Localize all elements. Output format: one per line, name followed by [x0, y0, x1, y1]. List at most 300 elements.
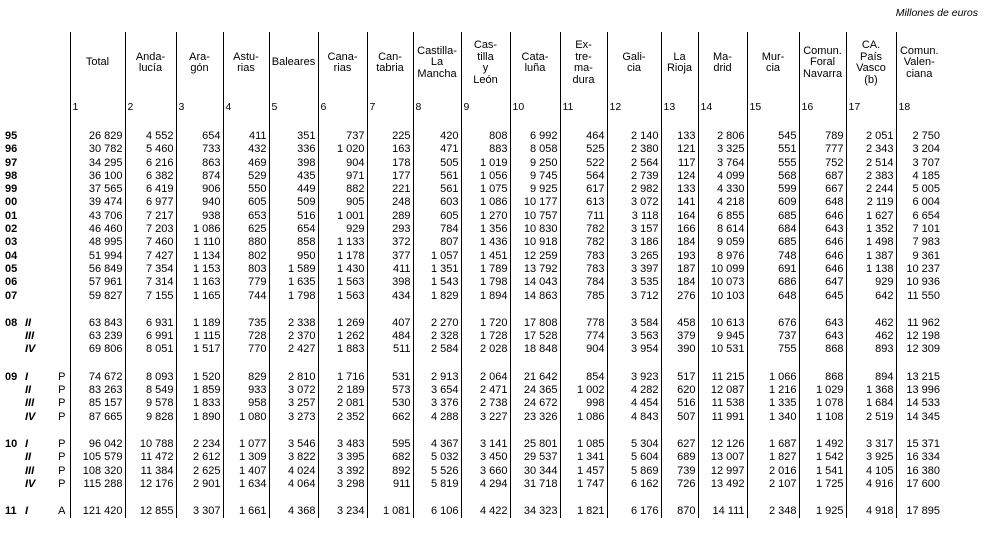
row-year: 01 — [5, 209, 18, 222]
table-row — [4, 223, 942, 236]
table-cell: 516 — [661, 397, 698, 410]
row-flag: P — [58, 384, 66, 397]
table-cell: 737 — [747, 330, 799, 343]
table-cell: 1 517 — [176, 343, 223, 356]
table-cell: 9 059 — [698, 236, 747, 249]
table-cell: 868 — [799, 371, 846, 384]
row-year: 06 — [5, 276, 18, 289]
table-row — [4, 397, 942, 410]
table-cell: 2 370 — [269, 330, 318, 343]
table-cell: 1 270 — [461, 210, 510, 223]
table-cell: 5 604 — [607, 451, 661, 464]
table-row — [4, 183, 942, 196]
table-cell: 4 105 — [846, 465, 896, 478]
table-cell: 1 019 — [461, 157, 510, 170]
table-cell: 1 178 — [318, 250, 367, 263]
row-flag — [54, 343, 70, 356]
column-number: 11 — [560, 94, 607, 114]
table-cell: 911 — [367, 478, 413, 491]
table-cell: 6 004 — [896, 196, 942, 209]
table-cell: 74 672 — [70, 371, 125, 384]
column-number: 10 — [510, 94, 560, 114]
table-cell: 379 — [661, 330, 698, 343]
row-flag: P — [58, 370, 66, 383]
table-cell: 726 — [661, 478, 698, 491]
row-flag — [54, 250, 70, 263]
row-flag: P — [58, 437, 66, 450]
table-cell: 1 216 — [747, 384, 799, 397]
row-label — [4, 505, 54, 518]
table-cell: 2 612 — [176, 451, 223, 464]
column-number: 14 — [698, 94, 747, 114]
table-cell: 63 843 — [70, 317, 125, 330]
column-header: CA. País Vasco (b) — [846, 32, 896, 94]
table-cell: 3 072 — [269, 384, 318, 397]
table-cell: 3 325 — [698, 143, 747, 156]
table-cell: 1 110 — [176, 236, 223, 249]
table-cell: 34 295 — [70, 157, 125, 170]
table-cell: 9 745 — [510, 170, 560, 183]
column-number: 16 — [799, 94, 846, 114]
table-cell: 108 320 — [70, 465, 125, 478]
table-cell: 15 371 — [896, 438, 942, 451]
table-cell: 551 — [747, 143, 799, 156]
column-header: Comun. Valen- ciana — [896, 32, 942, 94]
table-cell: 57 961 — [70, 276, 125, 289]
table-cell: 43 706 — [70, 210, 125, 223]
table-cell: 2 564 — [607, 157, 661, 170]
table-cell: 3 397 — [607, 263, 661, 276]
row-label — [4, 143, 54, 156]
table-row — [4, 263, 942, 276]
table-cell: 880 — [223, 236, 269, 249]
table-row — [4, 196, 942, 209]
column-number: 12 — [607, 94, 661, 114]
table-cell: 684 — [747, 223, 799, 236]
table-cell: 6 991 — [125, 330, 176, 343]
column-number: 13 — [661, 94, 698, 114]
table-cell: 2 338 — [269, 317, 318, 330]
row-year: 09 — [5, 370, 18, 383]
row-flag — [54, 130, 70, 143]
table-cell: 133 — [661, 130, 698, 143]
row-year: 02 — [5, 223, 18, 236]
table-cell: 893 — [846, 343, 896, 356]
table-cell: 711 — [560, 210, 607, 223]
row-quarter: IV — [25, 477, 36, 490]
column-header: Ara- gón — [176, 32, 223, 94]
table-cell: 1 451 — [461, 250, 510, 263]
row-year: 03 — [5, 236, 18, 249]
table-row — [4, 451, 942, 464]
row-year: 97 — [5, 156, 18, 169]
table-cell: 1 498 — [846, 236, 896, 249]
table-cell: 13 492 — [698, 478, 747, 491]
table-cell: 434 — [367, 290, 413, 303]
table-row — [4, 371, 942, 384]
table-cell: 4 916 — [846, 478, 896, 491]
table-cell: 458 — [661, 317, 698, 330]
table-cell: 4 185 — [896, 170, 942, 183]
table-cell: 133 — [661, 183, 698, 196]
table-cell: 687 — [799, 170, 846, 183]
table-cell: 1 002 — [560, 384, 607, 397]
table-cell: 3 298 — [318, 478, 367, 491]
table-cell: 3 546 — [269, 438, 318, 451]
row-label — [4, 236, 54, 249]
table-cell: 26 829 — [70, 130, 125, 143]
table-cell: 1 077 — [223, 438, 269, 451]
table-cell: 654 — [176, 130, 223, 143]
table-row — [4, 478, 942, 491]
table-cell: 14 863 — [510, 290, 560, 303]
table-cell: 7 101 — [896, 223, 942, 236]
table-cell: 5 526 — [413, 465, 461, 478]
data-table — [4, 32, 942, 518]
table-cell: 1 086 — [461, 196, 510, 209]
row-label — [4, 157, 54, 170]
table-cell: 10 757 — [510, 210, 560, 223]
table-cell: 599 — [747, 183, 799, 196]
table-row — [4, 276, 942, 289]
table-cell: 3 660 — [461, 465, 510, 478]
table-cell: 933 — [223, 384, 269, 397]
table-cell: 4 367 — [413, 438, 461, 451]
table-cell: 5 005 — [896, 183, 942, 196]
row-quarter: II — [25, 451, 32, 464]
table-cell: 5 460 — [125, 143, 176, 156]
table-cell: 892 — [367, 465, 413, 478]
table-cell: 2 352 — [318, 411, 367, 424]
table-cell: 2 584 — [413, 343, 461, 356]
table-cell: 9 828 — [125, 411, 176, 424]
table-cell: 685 — [747, 210, 799, 223]
table-cell: 1 138 — [846, 263, 896, 276]
table-cell: 648 — [747, 290, 799, 303]
table-cell: 8 614 — [698, 223, 747, 236]
table-cell: 1 821 — [560, 505, 607, 518]
table-cell: 372 — [367, 236, 413, 249]
table-cell: 3 954 — [607, 343, 661, 356]
table-cell: 10 237 — [896, 263, 942, 276]
table-cell: 529 — [223, 170, 269, 183]
table-cell: 605 — [413, 210, 461, 223]
table-cell: 530 — [367, 397, 413, 410]
table-cell: 744 — [223, 290, 269, 303]
table-cell: 737 — [318, 130, 367, 143]
table-cell: 2 234 — [176, 438, 223, 451]
table-row — [4, 330, 942, 343]
table-cell: 2 244 — [846, 183, 896, 196]
row-label — [4, 384, 54, 397]
table-cell: 1 269 — [318, 317, 367, 330]
table-cell: 115 288 — [70, 478, 125, 491]
table-cell: 10 918 — [510, 236, 560, 249]
table-cell: 3 563 — [607, 330, 661, 343]
row-label — [4, 250, 54, 263]
table-cell: 59 827 — [70, 290, 125, 303]
table-cell: 782 — [560, 236, 607, 249]
table-cell: 595 — [367, 438, 413, 451]
table-cell: 3 317 — [846, 438, 896, 451]
table-cell: 1 163 — [176, 276, 223, 289]
column-header: Cana- rias — [318, 32, 367, 94]
table-cell: 3 273 — [269, 411, 318, 424]
table-cell: 654 — [269, 223, 318, 236]
table-cell: 1 081 — [367, 505, 413, 518]
table-cell: 4 024 — [269, 465, 318, 478]
column-header: Cata- luña — [510, 32, 560, 94]
table-cell: 2 810 — [269, 371, 318, 384]
table-row — [4, 343, 942, 356]
table-cell: 627 — [661, 438, 698, 451]
table-cell: 646 — [799, 250, 846, 263]
table-row — [4, 317, 942, 330]
row-quarter: I — [25, 370, 29, 383]
table-cell: 2 051 — [846, 130, 896, 143]
table-cell: 469 — [223, 157, 269, 170]
table-cell: 3 707 — [896, 157, 942, 170]
table-cell: 646 — [799, 210, 846, 223]
table-cell: 609 — [747, 196, 799, 209]
table-cell: 516 — [269, 210, 318, 223]
table-cell: 24 365 — [510, 384, 560, 397]
table-cell: 940 — [176, 196, 223, 209]
table-cell: 509 — [269, 196, 318, 209]
table-cell: 617 — [560, 183, 607, 196]
table-cell: 1 108 — [799, 411, 846, 424]
table-cell: 6 654 — [896, 210, 942, 223]
table-cell: 568 — [747, 170, 799, 183]
table-cell: 407 — [367, 317, 413, 330]
table-cell: 10 936 — [896, 276, 942, 289]
table-cell: 2 738 — [461, 397, 510, 410]
table-row — [4, 438, 942, 451]
table-cell: 25 801 — [510, 438, 560, 451]
table-cell: 3 764 — [698, 157, 747, 170]
table-cell: 938 — [176, 210, 223, 223]
table-cell: 177 — [367, 170, 413, 183]
table-cell: 3 395 — [318, 451, 367, 464]
table-cell: 2 028 — [461, 343, 510, 356]
table-cell: 1 368 — [846, 384, 896, 397]
table-cell: 1 436 — [461, 236, 510, 249]
row-label — [4, 451, 54, 464]
table-cell: 739 — [661, 465, 698, 478]
table-cell: 2 140 — [607, 130, 661, 143]
table-cell: 449 — [269, 183, 318, 196]
header-row — [4, 32, 942, 94]
table-cell: 531 — [367, 371, 413, 384]
table-cell: 8 976 — [698, 250, 747, 263]
table-cell: 11 384 — [125, 465, 176, 478]
table-cell: 13 792 — [510, 263, 560, 276]
table-row — [4, 411, 942, 424]
table-cell: 9 925 — [510, 183, 560, 196]
column-header: Astu- rias — [223, 32, 269, 94]
table-cell: 647 — [799, 276, 846, 289]
table-cell: 3 450 — [461, 451, 510, 464]
table-cell: 432 — [223, 143, 269, 156]
column-number: 4 — [223, 94, 269, 114]
table-cell: 30 782 — [70, 143, 125, 156]
table-cell: 5 032 — [413, 451, 461, 464]
table-cell: 10 613 — [698, 317, 747, 330]
table-cell: 351 — [269, 130, 318, 143]
table-cell: 4 099 — [698, 170, 747, 183]
table-cell: 377 — [367, 250, 413, 263]
table-cell: 471 — [413, 143, 461, 156]
table-cell: 4 454 — [607, 397, 661, 410]
table-cell: 1 351 — [413, 263, 461, 276]
row-label — [4, 130, 54, 143]
table-cell: 5 304 — [607, 438, 661, 451]
table-cell: 6 931 — [125, 317, 176, 330]
table-cell: 906 — [176, 183, 223, 196]
table-cell: 1 492 — [799, 438, 846, 451]
table-cell: 3 157 — [607, 223, 661, 236]
column-number-row — [4, 94, 942, 114]
table-cell: 3 141 — [461, 438, 510, 451]
column-number: 17 — [846, 94, 896, 114]
table-cell: 783 — [560, 263, 607, 276]
table-cell: 12 997 — [698, 465, 747, 478]
table-cell: 1 541 — [799, 465, 846, 478]
table-cell: 779 — [223, 276, 269, 289]
table-cell: 1 543 — [413, 276, 461, 289]
row-year: 04 — [5, 249, 18, 262]
table-cell: 398 — [269, 157, 318, 170]
table-cell: 1 728 — [461, 330, 510, 343]
table-cell: 777 — [799, 143, 846, 156]
table-cell: 13 215 — [896, 371, 942, 384]
table-cell: 3 186 — [607, 236, 661, 249]
table-cell: 411 — [223, 130, 269, 143]
table-cell: 141 — [661, 196, 698, 209]
table-cell: 868 — [799, 343, 846, 356]
row-quarter: III — [25, 330, 35, 343]
table-cell: 883 — [461, 143, 510, 156]
row-flag — [54, 263, 70, 276]
table-cell: 625 — [223, 223, 269, 236]
row-quarter: II — [25, 316, 32, 329]
table-cell: 950 — [269, 250, 318, 263]
table-cell: 728 — [223, 330, 269, 343]
row-quarter: IV — [25, 343, 36, 356]
table-cell: 1 716 — [318, 371, 367, 384]
table-cell: 163 — [367, 143, 413, 156]
column-number: 8 — [413, 94, 461, 114]
table-cell: 1 829 — [413, 290, 461, 303]
table-cell: 7 354 — [125, 263, 176, 276]
row-flag — [54, 143, 70, 156]
column-number: 2 — [125, 94, 176, 114]
table-cell: 522 — [560, 157, 607, 170]
table-cell: 121 420 — [70, 505, 125, 518]
row-year: 07 — [5, 289, 18, 302]
table-cell: 39 474 — [70, 196, 125, 209]
table-cell: 12 259 — [510, 250, 560, 263]
table-cell: 1 356 — [461, 223, 510, 236]
row-label — [4, 438, 54, 451]
table-cell: 2 901 — [176, 478, 223, 491]
table-cell: 3 376 — [413, 397, 461, 410]
table-cell: 1 833 — [176, 397, 223, 410]
table-cell: 808 — [461, 130, 510, 143]
table-cell: 3 204 — [896, 143, 942, 156]
table-cell: 13 996 — [896, 384, 942, 397]
table-cell: 803 — [223, 263, 269, 276]
table-cell: 525 — [560, 143, 607, 156]
spacer-row — [4, 491, 942, 505]
row-label — [4, 223, 54, 236]
row-quarter: I — [25, 505, 29, 518]
row-year: 05 — [5, 262, 18, 275]
table-cell: 411 — [367, 263, 413, 276]
row-flag — [54, 276, 70, 289]
table-cell: 1 075 — [461, 183, 510, 196]
table-cell: 1 335 — [747, 397, 799, 410]
table-cell: 1 189 — [176, 317, 223, 330]
row-flag — [54, 170, 70, 183]
table-cell: 2 081 — [318, 397, 367, 410]
table-cell: 782 — [560, 223, 607, 236]
table-cell: 1 894 — [461, 290, 510, 303]
table-cell: 36 100 — [70, 170, 125, 183]
table-cell: 829 — [223, 371, 269, 384]
column-header: Total — [70, 32, 125, 94]
table-cell: 10 073 — [698, 276, 747, 289]
table-cell: 96 042 — [70, 438, 125, 451]
table-cell: 550 — [223, 183, 269, 196]
table-cell: 1 789 — [461, 263, 510, 276]
table-cell: 1 165 — [176, 290, 223, 303]
table-cell: 1 925 — [799, 505, 846, 518]
table-cell: 573 — [367, 384, 413, 397]
table-cell: 4 282 — [607, 384, 661, 397]
table-cell: 643 — [799, 317, 846, 330]
table-row — [4, 130, 942, 143]
table-cell: 620 — [661, 384, 698, 397]
table-cell: 13 007 — [698, 451, 747, 464]
table-cell: 105 579 — [70, 451, 125, 464]
spacer-row — [4, 357, 942, 371]
table-cell: 12 855 — [125, 505, 176, 518]
table-cell: 6 382 — [125, 170, 176, 183]
table-cell: 1 457 — [560, 465, 607, 478]
table-cell: 3 925 — [846, 451, 896, 464]
table-cell: 778 — [560, 317, 607, 330]
table-cell: 691 — [747, 263, 799, 276]
table-cell: 11 991 — [698, 411, 747, 424]
row-label — [4, 478, 54, 491]
table-row — [4, 384, 942, 397]
table-cell: 1 086 — [560, 411, 607, 424]
table-cell: 905 — [318, 196, 367, 209]
table-cell: 4 218 — [698, 196, 747, 209]
table-cell: 48 995 — [70, 236, 125, 249]
table-cell: 10 103 — [698, 290, 747, 303]
table-cell: 10 830 — [510, 223, 560, 236]
row-label — [4, 371, 54, 384]
row-flag — [54, 223, 70, 236]
row-year: 08 — [5, 316, 18, 329]
table-cell: 4 294 — [461, 478, 510, 491]
row-flag: P — [58, 464, 66, 477]
table-cell: 735 — [223, 317, 269, 330]
table-cell: 3 227 — [461, 411, 510, 424]
row-year: 98 — [5, 169, 18, 182]
